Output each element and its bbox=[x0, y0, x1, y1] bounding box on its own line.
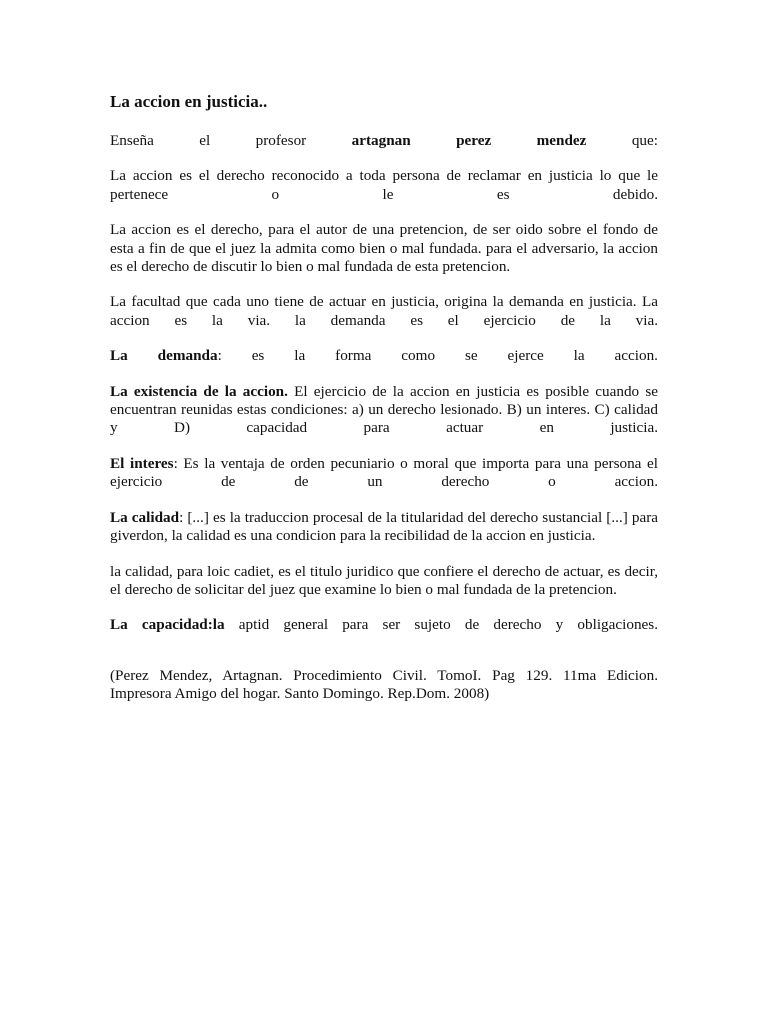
citation-paragraph: (Perez Mendez, Artagnan. Procedimiento Civil. TomoI. Pag 129. 11ma Edicion. Impresora Amigo del hogar. Santo Domingo. Rep.Dom. 2008) bbox=[110, 666, 658, 703]
existencia-paragraph bbox=[110, 383, 658, 438]
intro-pre: Enseña el profesor bbox=[110, 132, 352, 149]
calidad-text: : [...] es la traduccion procesal de la titularidad del derecho sustancial [...] para giverdon, la calidad es una condicion para la recibilidad de la accion en justicia. bbox=[110, 508, 658, 545]
interes-term: El interes bbox=[110, 454, 174, 472]
demanda-term: La demanda bbox=[110, 347, 218, 365]
demanda-paragraph bbox=[110, 347, 658, 365]
author-name: artagnan perez mendez bbox=[351, 132, 587, 149]
intro-paragraph bbox=[110, 132, 658, 150]
capacidad-term: La capacidad:la bbox=[110, 616, 225, 634]
capacidad-paragraph bbox=[110, 616, 658, 634]
interes-text: : Es la ventaja de orden pecuniario o moral que importa para una persona el ejercicio de de un derecho o accion. bbox=[110, 454, 658, 491]
paragraph-2: La accion es el derecho, para el autor de una pretencion, de ser oido sobre el fondo de esta a fin de que el juez la admita como bien o mal fundada. para el adversario, la accion es el derecho de discutir lo bien o mal fundada de esta pretencion. bbox=[110, 221, 658, 276]
calidad-paragraph bbox=[110, 509, 658, 546]
paragraph-1: La accion es el derecho reconocido a toda persona de reclamar en justicia lo que le pertenece o le es debido. bbox=[110, 167, 658, 203]
demanda-text: : es la forma como se ejerce la accion. bbox=[217, 347, 658, 365]
intro-post: que: bbox=[586, 132, 658, 149]
interes-paragraph bbox=[110, 455, 658, 492]
calidad-cadiet-paragraph: la calidad, para loic cadiet, es el titulo juridico que confiere el derecho de actuar, es decir, el derecho de solicitar del juez que examine lo bien o mal fundada de la pretencion. bbox=[110, 562, 658, 598]
existencia-text: El ejercicio de la accion en justicia es posible cuando se encuentran reunidas estas condiciones: a) un derecho lesionado. B) un interes. C) calidad y D) capacidad para actuar en justicia. bbox=[110, 382, 658, 437]
existencia-term: La existencia de la accion. bbox=[110, 382, 288, 400]
capacidad-text: aptid general para ser sujeto de derecho y obligaciones. bbox=[224, 616, 658, 634]
document-title: La accion en justicia.. bbox=[110, 92, 268, 111]
calidad-term: La calidad bbox=[110, 508, 180, 526]
paragraph-3: La facultad que cada uno tiene de actuar en justicia, origina la demanda en justicia. La accion es la via. la demanda es el ejercicio de la via. bbox=[110, 293, 658, 329]
